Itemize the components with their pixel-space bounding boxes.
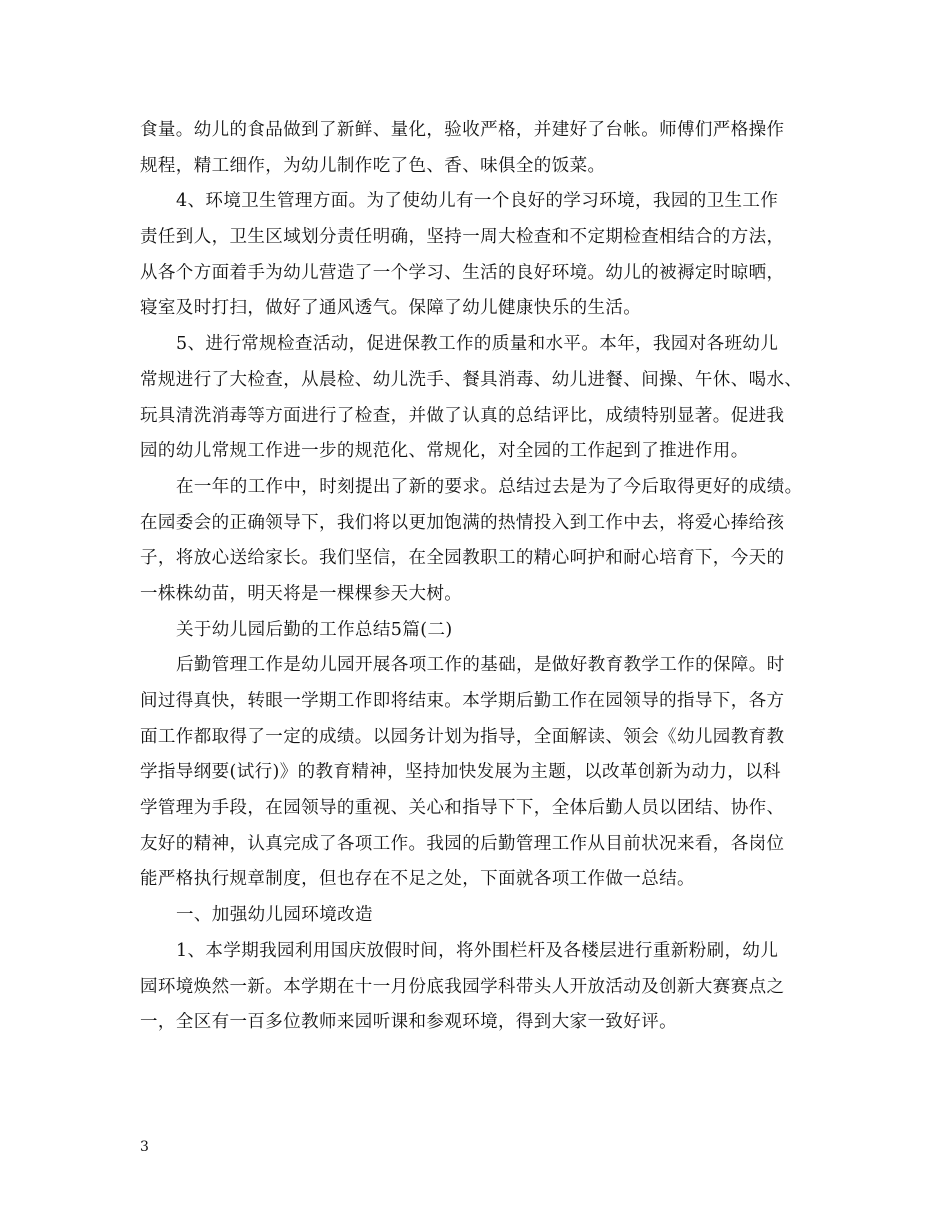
page-number: 3 bbox=[140, 1139, 149, 1155]
text-line: 学指导纲要(试行)》的教育精神，坚持加快发展为主题，以改革创新为动力，以科 bbox=[140, 762, 781, 783]
text-line: 间过得真快，转眼一学期工作即将结束。本学期后勤工作在园领导的指导下，各方 bbox=[140, 691, 785, 711]
text-line: 能严格执行规章制度，但也存在不足之处，下面就各项工作做一总结。 bbox=[140, 869, 695, 890]
text-line: 友好的精神，认真完成了各项工作。我园的后勤管理工作从目前状况来看，各岗位 bbox=[140, 833, 785, 854]
text-line: 在园委会的正确领导下，我们将以更加饱满的热情投入到工作中去，将爱心捧给孩 bbox=[140, 512, 785, 533]
text-line: 关于幼儿园后勤的工作总结5篇(二) bbox=[176, 619, 453, 640]
text-line: 面工作都取得了一定的成绩。以园务计划为指导，全面解读、领会《幼儿园教育教 bbox=[140, 726, 785, 747]
text-line: 食量。幼儿的食品做到了新鲜、量化，验收严格，并建好了台帐。师傅们严格操作 bbox=[140, 120, 785, 140]
text-line: 园的幼儿常规工作进一步的规范化、常规化，对全园的工作起到了推进作用。 bbox=[140, 441, 749, 462]
text-line: 一、加强幼儿园环境改造 bbox=[176, 905, 373, 926]
text-line: 一株株幼苗，明天将是一棵棵参天大树。 bbox=[140, 583, 463, 604]
text-line: 学管理为手段，在园领导的重视、关心和指导下下，全体后勤人员以团结、协作、 bbox=[140, 798, 785, 819]
text-line: 一，全区有一百多位教师来园听课和参观环境，得到大家一致好评。 bbox=[140, 1012, 677, 1033]
text-line: 规程，精工细作，为幼儿制作吃了色、香、味俱全的饭菜。 bbox=[140, 155, 606, 176]
text-line: 4、环境卫生管理方面。为了使幼儿有一个良好的学习环境，我园的卫生工作 bbox=[176, 191, 779, 212]
text-line: 责任到人，卫生区域划分责任明确，坚持一周大检查和不定期检查相结合的方法， bbox=[140, 227, 785, 248]
text-line: 园环境焕然一新。本学期在十一月份底我园学科带头人开放活动及创新大赛赛点之 bbox=[140, 976, 785, 997]
text-line: 后勤管理工作是幼儿园开展各项工作的基础，是做好教育教学工作的保障。时 bbox=[176, 655, 785, 676]
text-line: 从各个方面着手为幼儿营造了一个学习、生活的良好环境。幼儿的被褥定时晾晒， bbox=[140, 262, 785, 283]
text-line: 子，将放心送给家长。我们坚信，在全园教职工的精心呵护和耐心培育下，今天的 bbox=[140, 548, 785, 569]
text-line: 寝室及时打扫，做好了通风透气。保障了幼儿健康快乐的生活。 bbox=[140, 298, 642, 319]
text-line: 1、本学期我园利用国庆放假时间，将外围栏杆及各楼层进行重新粉刷，幼儿 bbox=[176, 940, 779, 961]
text-line: 玩具清洗消毒等方面进行了检查，并做了认真的总结评比，成绩特别显著。促进我 bbox=[140, 405, 785, 426]
text-line: 常规进行了大检查，从晨检、幼儿洗手、餐具消毒、幼儿进餐、间操、午休、喝水、 bbox=[140, 369, 803, 390]
text-line: 5、进行常规检查活动，促进保教工作的质量和水平。本年，我园对各班幼儿 bbox=[176, 334, 779, 355]
text-line: 在一年的工作中，时刻提出了新的要求。总结过去是为了今后取得更好的成绩。 bbox=[176, 476, 803, 497]
document-body bbox=[140, 113, 820, 1041]
